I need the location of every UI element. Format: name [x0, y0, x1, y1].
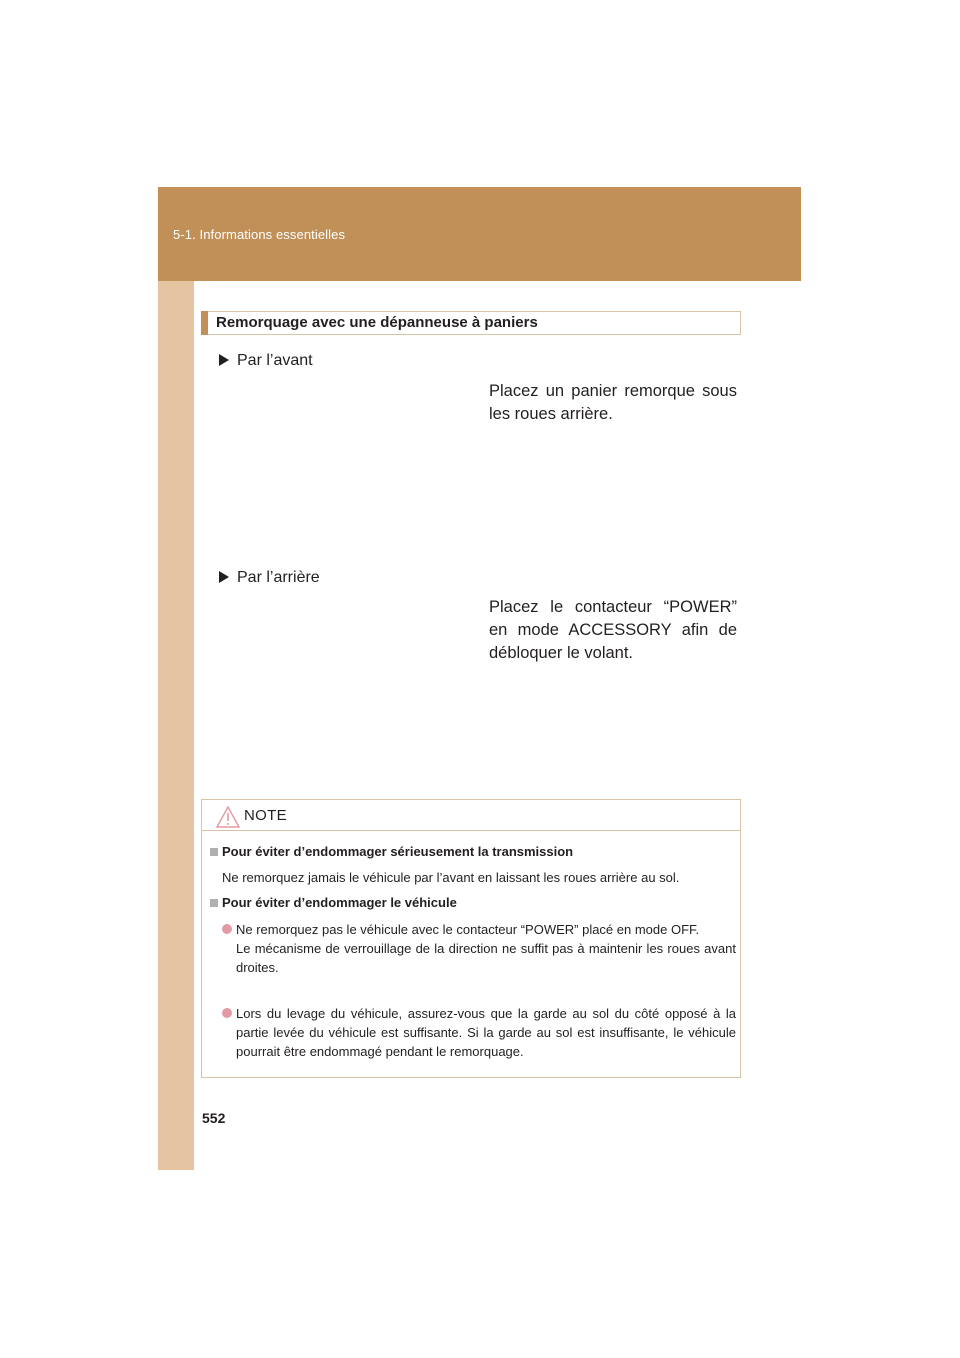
rear-instruction: Placez le contacteur “POWER” en mode ACCESSORY afin de débloquer le volant.	[489, 598, 737, 662]
square-bullet-icon	[210, 899, 218, 907]
front-instruction: Placez un panier remorque sous les roues arrière.	[489, 382, 737, 423]
section-title-marker	[201, 311, 208, 335]
note-heading-transmission-text: Pour éviter d’endommager sérieusement la transmission	[222, 844, 574, 859]
front-heading-label: Par l’avant	[237, 352, 313, 369]
note-bullet-steering-lock-text: Le mécanisme de verrouillage de la direction ne suffit pas à maintenir les roues avant droites.	[236, 941, 736, 975]
note-heading-vehicle	[210, 895, 457, 910]
note-heading-vehicle-text: Pour éviter d’endommager le véhicule	[222, 895, 457, 910]
round-bullet-icon	[222, 1008, 232, 1018]
round-bullet-icon	[222, 924, 232, 934]
note-bullet-power-off	[222, 920, 736, 977]
rear-heading	[219, 569, 320, 587]
triangle-right-icon	[219, 354, 229, 366]
warning-triangle-icon	[216, 806, 240, 828]
note-bullet-power-off-text: Ne remorquez pas le véhicule avec le contacteur “POWER” placé en mode OFF.	[236, 922, 700, 937]
note-heading-transmission	[210, 844, 573, 859]
note-bullet-ground-clearance-text: Lors du levage du véhicule, assurez-vous que la garde au sol du côté opposé à la partie levée du véhicule est suffisante. Si la garde au sol est insuffisante, le véhicule pourrait être endommagé pendant le remorquage.	[236, 1006, 736, 1059]
page-number: 552	[202, 1110, 226, 1126]
front-heading	[219, 352, 313, 370]
note-divider	[202, 830, 740, 831]
square-bullet-icon	[210, 848, 218, 856]
rear-heading-label: Par l’arrière	[237, 569, 320, 586]
side-strip	[158, 187, 194, 1170]
note-label: NOTE	[244, 807, 287, 824]
chapter-title: 5-1. Informations essentielles	[173, 227, 346, 242]
note-paragraph-transmission: Ne remorquez jamais le véhicule par l’avant en laissant les roues arrière au sol.	[222, 870, 680, 885]
note-box	[201, 799, 741, 1078]
note-bullet-ground-clearance	[222, 1004, 736, 1061]
triangle-right-icon	[219, 571, 229, 583]
section-title: Remorquage avec une dépanneuse à paniers	[216, 314, 538, 331]
